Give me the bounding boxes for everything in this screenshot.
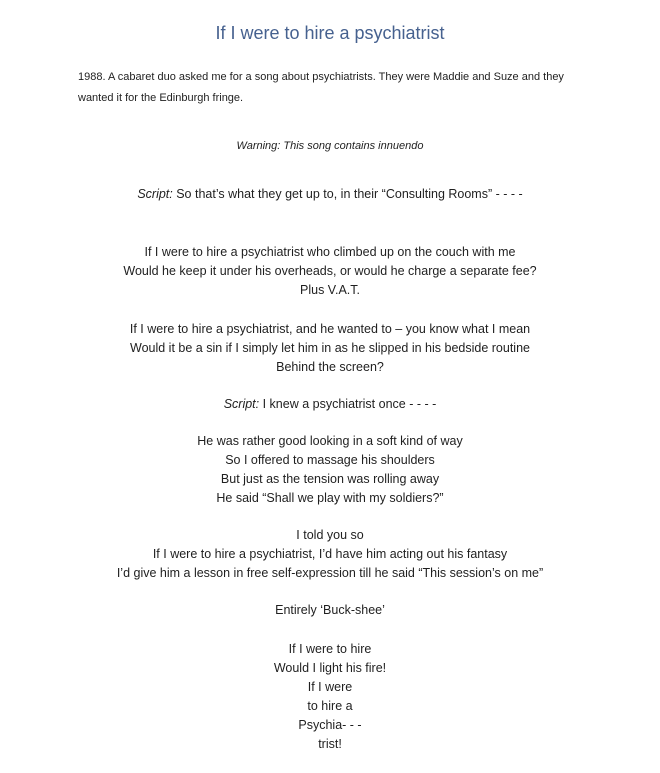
intro-paragraph xyxy=(0,67,660,109)
stanza-line: Psychia- - - xyxy=(298,718,362,732)
stanza-line: I told you so xyxy=(296,528,364,542)
stanza-line: to hire a xyxy=(307,699,353,713)
stanza-2 xyxy=(0,320,660,377)
script-text: So that’s what they get up to, in their “Consulting Rooms” - - - - xyxy=(172,187,523,201)
stanza-4 xyxy=(0,526,660,583)
document-title: If I were to hire a psychiatrist xyxy=(215,23,445,43)
stanza-line: If I were xyxy=(307,680,353,694)
script-prefix: Script: xyxy=(137,187,173,201)
stanza-line: But just as the tension was rolling away xyxy=(220,472,440,486)
stanza-line: Would it be a sin if I simply let him in as he slipped in his bedside routine xyxy=(130,341,530,355)
stanza-6 xyxy=(0,640,660,754)
stanza-line: Entirely ‘Buck-shee’ xyxy=(275,603,385,617)
script-line-1 xyxy=(0,185,660,204)
stanza-line: Plus V.A.T. xyxy=(300,283,360,297)
stanza-line: If I were to hire xyxy=(288,642,372,656)
stanza-line: Behind the screen? xyxy=(276,360,384,374)
stanza-1 xyxy=(0,243,660,300)
stanza-line: If I were to hire a psychiatrist, I’d have him acting out his fantasy xyxy=(152,547,508,561)
stanza-line: He said “Shall we play with my soldiers?” xyxy=(216,491,444,505)
intro-line: wanted it for the Edinburgh fringe. xyxy=(78,92,244,104)
stanza-3 xyxy=(0,432,660,508)
stanza-line: He was rather good looking in a soft kind of way xyxy=(197,434,463,448)
stanza-line: I’d give him a lesson in free self-expression till he said “This session’s on me” xyxy=(116,566,544,580)
stanza-line: So I offered to massage his shoulders xyxy=(225,453,435,467)
stanza-5 xyxy=(0,601,660,620)
stanza-line: trist! xyxy=(318,737,342,751)
script-line-2 xyxy=(0,395,660,414)
script-prefix: Script: xyxy=(223,397,260,411)
stanza-line: Would I light his fire! xyxy=(273,661,387,675)
intro-line: 1988. A cabaret duo asked me for a song about psychiatrists. They were Maddie and Suze and they xyxy=(78,71,564,83)
stanza-line: If I were to hire a psychiatrist, and he wanted to – you know what I mean xyxy=(129,322,531,336)
warning-line: Warning: This song contains innuendo xyxy=(236,140,424,152)
stanza-line: Would he keep it under his overheads, or would he charge a separate fee? xyxy=(123,264,537,278)
stanza-line: If I were to hire a psychiatrist who climbed up on the couch with me xyxy=(144,245,516,259)
script-text: I knew a psychiatrist once - - - - xyxy=(259,397,437,411)
